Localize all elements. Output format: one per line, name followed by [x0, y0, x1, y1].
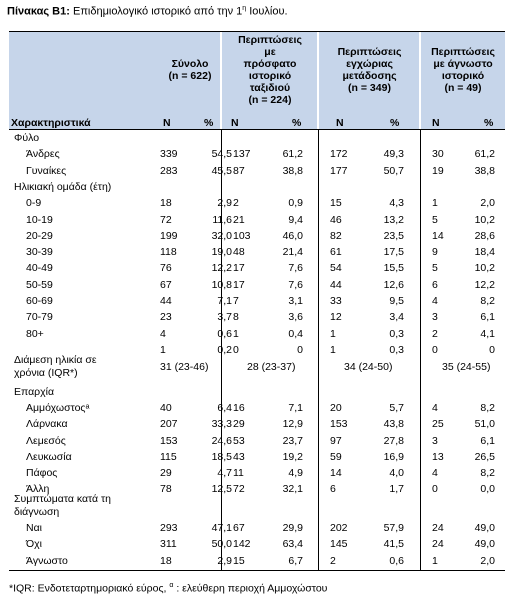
cell-count: 1 [432, 197, 438, 210]
cell-count: 17 [233, 262, 245, 275]
table-caption [7, 5, 288, 18]
cell-percent: 9,4 [288, 213, 303, 226]
median-age-local: 34 (24-50) [344, 361, 393, 373]
table-row [0, 402, 513, 416]
cell-count: 59 [330, 450, 342, 463]
cell-count: 1 [160, 343, 166, 356]
cell-count: 115 [160, 450, 177, 463]
cell-percent: 6,1 [480, 311, 495, 324]
row-label: Άλλη [26, 483, 50, 496]
cell-count: 21 [233, 213, 245, 226]
cell-percent: 45,5 [211, 164, 232, 177]
cell-count: 12 [330, 311, 342, 324]
cell-percent: 23,5 [383, 229, 404, 242]
n-header: N [432, 117, 440, 129]
table-row [0, 165, 513, 179]
cell-percent: 16,9 [383, 450, 404, 463]
cell-percent: 38,8 [474, 164, 495, 177]
cell-percent: 8,2 [480, 402, 495, 415]
cell-count: 2 [330, 554, 336, 567]
cell-percent: 5,7 [389, 402, 404, 415]
cell-count: 207 [160, 418, 178, 431]
cell-percent: 18,5 [211, 450, 232, 463]
cell-percent: 10,2 [474, 213, 495, 226]
pct-header: % [292, 117, 302, 129]
cell-percent: 8,2 [480, 467, 495, 479]
table-row [0, 451, 513, 465]
cell-count: 78 [160, 483, 172, 496]
median-age-label: Διάμεση ηλικία σε χρόνια (IQR*) [14, 354, 97, 379]
cell-percent: 6,1 [480, 434, 495, 447]
header-local: Περιπτώσεις εγχώριας μετάδοσης (n = 349) [337, 46, 402, 94]
row-label: Φύλο [14, 132, 40, 144]
table-row [0, 295, 513, 309]
cell-percent: 49,0 [474, 538, 495, 551]
caption-sup: η [242, 5, 247, 12]
cell-count: 14 [330, 467, 342, 479]
n-header: N [163, 117, 171, 129]
cell-percent: 0,6 [389, 554, 404, 567]
cell-percent: 12,2 [474, 278, 495, 291]
cell-count: 0 [432, 343, 438, 356]
cell-percent: 2,9 [217, 197, 232, 210]
row-label: Ηλικιακή ομάδα (έτη) [14, 180, 112, 193]
cell-count: 6 [330, 483, 336, 496]
cell-percent: 13,2 [383, 213, 404, 226]
cell-percent: 49,3 [383, 148, 404, 161]
cell-percent: 12,9 [282, 418, 303, 431]
cell-count: 8 [233, 311, 239, 324]
cell-percent: 7,1 [288, 402, 303, 415]
row-label: 80+ [26, 327, 44, 340]
cell-percent: 2,9 [217, 554, 232, 567]
table-row [0, 467, 513, 481]
pct-header: % [390, 117, 400, 129]
cell-count: 25 [432, 418, 444, 431]
pct-header: % [204, 117, 214, 129]
cell-percent: 41,5 [383, 538, 404, 551]
row-label: Αμμόχωστοςᵃ [26, 402, 90, 415]
cell-count: 15 [330, 197, 342, 210]
cell-percent: 47,1 [211, 522, 232, 534]
cell-percent: 12,6 [383, 278, 404, 291]
row-label: 50-59 [26, 278, 53, 291]
cell-percent: 21,4 [282, 246, 303, 259]
cell-count: 1 [330, 327, 336, 340]
cell-count: 153 [330, 418, 348, 431]
cell-count: 24 [432, 538, 444, 551]
table-row [0, 538, 513, 552]
cell-count: 61 [330, 246, 342, 259]
cell-count: 72 [160, 213, 172, 226]
row-label: Λευκωσία [26, 450, 72, 463]
table-row [0, 522, 513, 536]
cell-count: 13 [432, 450, 444, 463]
median-age-travel: 28 (23-37) [247, 361, 296, 373]
cell-percent: 50,0 [211, 538, 232, 551]
cell-count: 1 [233, 327, 239, 340]
cell-count: 48 [233, 246, 245, 259]
cell-count: 16 [233, 402, 245, 415]
cell-count: 199 [160, 229, 178, 242]
cell-count: 14 [432, 229, 444, 242]
cell-percent: 12,2 [211, 262, 232, 275]
cell-count: 137 [233, 148, 251, 161]
cell-count: 2 [233, 197, 239, 210]
cell-percent: 11,6 [212, 213, 232, 226]
cell-percent: 0,2 [217, 343, 232, 356]
table-top-rule [9, 31, 505, 32]
cell-percent: 0,9 [288, 197, 303, 210]
row-label: 0-9 [26, 197, 42, 210]
row-label: Επαρχία [14, 386, 55, 398]
cell-percent: 4,1 [480, 327, 495, 340]
cell-count: 40 [160, 402, 172, 415]
cell-count: 67 [233, 522, 245, 534]
cell-count: 43 [233, 450, 245, 463]
cell-percent: 0,0 [480, 483, 495, 496]
cell-percent: 0,4 [288, 327, 303, 340]
n-header: N [231, 117, 239, 129]
cell-percent: 6,4 [217, 402, 232, 415]
cell-percent: 32,1 [282, 483, 303, 496]
cell-percent: 0 [489, 343, 495, 356]
n-header: N [336, 117, 344, 129]
table-row [0, 386, 513, 400]
table-row [0, 262, 513, 276]
cell-percent: 19,2 [282, 450, 303, 463]
cell-count: 54 [330, 262, 342, 275]
cell-percent: 18,4 [474, 246, 495, 259]
cell-percent: 29,9 [282, 522, 303, 534]
table-row [0, 279, 513, 293]
cell-percent: 2,0 [480, 554, 495, 567]
cell-percent: 61,2 [474, 148, 495, 161]
cell-percent: 43,8 [383, 418, 404, 431]
cell-percent: 54,5 [211, 148, 232, 161]
row-label: Ναι [26, 522, 42, 534]
cell-count: 6 [432, 278, 438, 291]
cell-percent: 10,2 [474, 262, 495, 275]
row-label: Πάφος [26, 467, 58, 479]
footnote: *IQR: Ενδοτεταρτημοριακό εύρος, $^\alpha$ : ελεύθερη περιοχή Αμμοχώστου [9, 582, 328, 595]
cell-count: 17 [233, 278, 245, 291]
cell-percent: 3,1 [288, 295, 303, 307]
cell-count: 76 [160, 262, 172, 275]
cell-count: 339 [160, 148, 178, 161]
cell-percent: 23,7 [282, 434, 303, 447]
cell-percent: 1,7 [389, 483, 404, 496]
cell-percent: 0,3 [389, 343, 404, 356]
cell-count: 4 [160, 327, 166, 340]
cell-percent: 46,0 [282, 229, 303, 242]
cell-count: 18 [160, 554, 172, 567]
cell-percent: 50,7 [383, 164, 404, 177]
cell-percent: 4,7 [217, 467, 232, 479]
cell-percent: 3,7 [217, 311, 232, 324]
table-row [0, 230, 513, 244]
cell-percent: 7,6 [288, 262, 303, 275]
table-row [0, 181, 513, 195]
cell-percent: 4,9 [288, 467, 303, 479]
cell-count: 44 [160, 295, 172, 307]
cell-count: 118 [160, 246, 177, 259]
cell-count: 293 [160, 522, 178, 534]
cell-percent: 61,2 [282, 148, 303, 161]
cell-count: 97 [330, 434, 342, 447]
symptoms-label: Συμπτώματα κατά τη διάγνωση [14, 493, 111, 518]
table-row [0, 328, 513, 342]
cell-percent: 2,0 [480, 197, 495, 210]
row-label: Όχι [26, 538, 42, 551]
cell-count: 5 [432, 262, 438, 275]
cell-percent: 3,4 [389, 311, 404, 324]
cell-count: 29 [233, 418, 245, 431]
cell-count: 33 [330, 295, 342, 307]
cell-count: 4 [432, 295, 438, 307]
cell-percent: 57,9 [383, 522, 404, 534]
cell-count: 87 [233, 164, 245, 177]
cell-count: 103 [233, 229, 251, 242]
cell-percent: 0 [297, 343, 303, 356]
cell-count: 11 [233, 467, 244, 479]
cell-count: 1 [432, 554, 438, 567]
cell-percent: 33,3 [211, 418, 232, 431]
table-row [0, 246, 513, 260]
row-label: Άνδρες [26, 148, 60, 161]
table-row [0, 418, 513, 432]
cell-percent: 28,6 [474, 229, 495, 242]
cell-count: 2 [432, 327, 438, 340]
cell-percent: 3,6 [288, 311, 303, 324]
row-label: 40-49 [26, 262, 53, 275]
cell-count: 24 [432, 522, 444, 534]
cell-count: 15 [233, 554, 245, 567]
cell-percent: 19,0 [211, 246, 232, 259]
cell-count: 19 [432, 164, 444, 177]
cell-percent: 32,0 [211, 229, 232, 242]
cell-count: 145 [330, 538, 348, 551]
cell-count: 153 [160, 434, 178, 447]
cell-count: 202 [330, 522, 348, 534]
cell-percent: 38,8 [282, 164, 303, 177]
row-label: Άγνωστο [26, 554, 68, 567]
table-row [0, 132, 513, 146]
cell-count: 0 [432, 483, 438, 496]
cell-count: 4 [432, 402, 438, 415]
caption-bold: Πίνακας Β1: [7, 5, 70, 18]
cell-percent: 26,5 [474, 450, 495, 463]
cell-count: 142 [233, 538, 251, 551]
cell-percent: 4,0 [389, 467, 404, 479]
header-travel: Περιπτώσεις με πρόσφατο ιστορικό ταξιδιού (n = 224) [238, 34, 302, 106]
table-row [0, 435, 513, 449]
cell-percent: 24,6 [211, 434, 232, 447]
table-bottom-rule [9, 570, 505, 571]
caption-tail: Ιουλίου. [246, 5, 288, 18]
cell-percent: 6,7 [288, 554, 303, 567]
cell-percent: 63,4 [282, 538, 303, 551]
cell-count: 283 [160, 164, 178, 177]
cell-count: 53 [233, 434, 245, 447]
cell-count: 172 [330, 148, 348, 161]
table-header-rule [9, 129, 505, 130]
pct-header: % [484, 117, 494, 129]
cell-count: 67 [160, 278, 172, 291]
cell-count: 311 [160, 538, 177, 551]
cell-percent: 4,3 [389, 197, 404, 210]
cell-count: 20 [330, 402, 342, 415]
cell-count: 3 [432, 311, 438, 324]
cell-count: 46 [330, 213, 342, 226]
cell-percent: 7,6 [288, 278, 303, 291]
table-row [0, 555, 513, 569]
cell-percent: 17,5 [383, 246, 404, 259]
caption-text: Επιδημιολογικό ιστορικό από την 1 [69, 5, 243, 18]
row-label: 70-79 [26, 311, 53, 324]
row-label: 30-39 [26, 246, 53, 259]
cell-percent: 51,0 [474, 418, 495, 431]
table-row [0, 311, 513, 325]
cell-percent: 27,8 [383, 434, 404, 447]
cell-count: 7 [233, 295, 239, 307]
cell-percent: 0,3 [389, 327, 404, 340]
cell-count: 30 [432, 148, 444, 161]
median-age-total: 31 (23-46) [160, 361, 209, 373]
cell-percent: 7,1 [217, 295, 232, 307]
cell-count: 1 [330, 343, 336, 356]
cell-percent: 8,2 [480, 295, 495, 307]
cell-count: 72 [233, 483, 245, 496]
cell-count: 23 [160, 311, 172, 324]
header-total: Σύνολο (n = 622) [168, 58, 212, 82]
characteristics-header: Χαρακτηριστικά [11, 117, 91, 129]
cell-percent: 49,0 [474, 522, 495, 534]
header-unknown: Περιπτώσεις με άγνωστο ιστορικό (n = 49) [431, 46, 495, 94]
cell-count: 44 [330, 278, 342, 291]
cell-count: 177 [330, 164, 348, 177]
cell-count: 3 [432, 434, 438, 447]
cell-count: 4 [432, 467, 438, 479]
row-label: Γυναίκες [26, 164, 67, 177]
median-age-unknown: 35 (24-55) [442, 361, 491, 373]
table-row [0, 214, 513, 228]
cell-percent: 15,5 [383, 262, 404, 275]
cell-percent: 12,5 [211, 483, 232, 496]
cell-count: 9 [432, 246, 438, 259]
cell-count: 5 [432, 213, 438, 226]
cell-count: 0 [233, 343, 239, 356]
cell-count: 29 [160, 467, 172, 479]
row-label: 20-29 [26, 229, 53, 242]
row-label: Λάρνακα [26, 418, 68, 431]
cell-count: 82 [330, 229, 342, 242]
row-label: 60-69 [26, 295, 53, 307]
table-row [0, 197, 513, 211]
table-row [0, 148, 513, 162]
row-label: Λεμεσός [26, 434, 66, 447]
cell-percent: 9,5 [389, 295, 404, 307]
cell-percent: 0,6 [217, 327, 232, 340]
row-label: 10-19 [26, 213, 53, 226]
cell-count: 18 [160, 197, 172, 210]
cell-percent: 10,8 [211, 278, 232, 291]
